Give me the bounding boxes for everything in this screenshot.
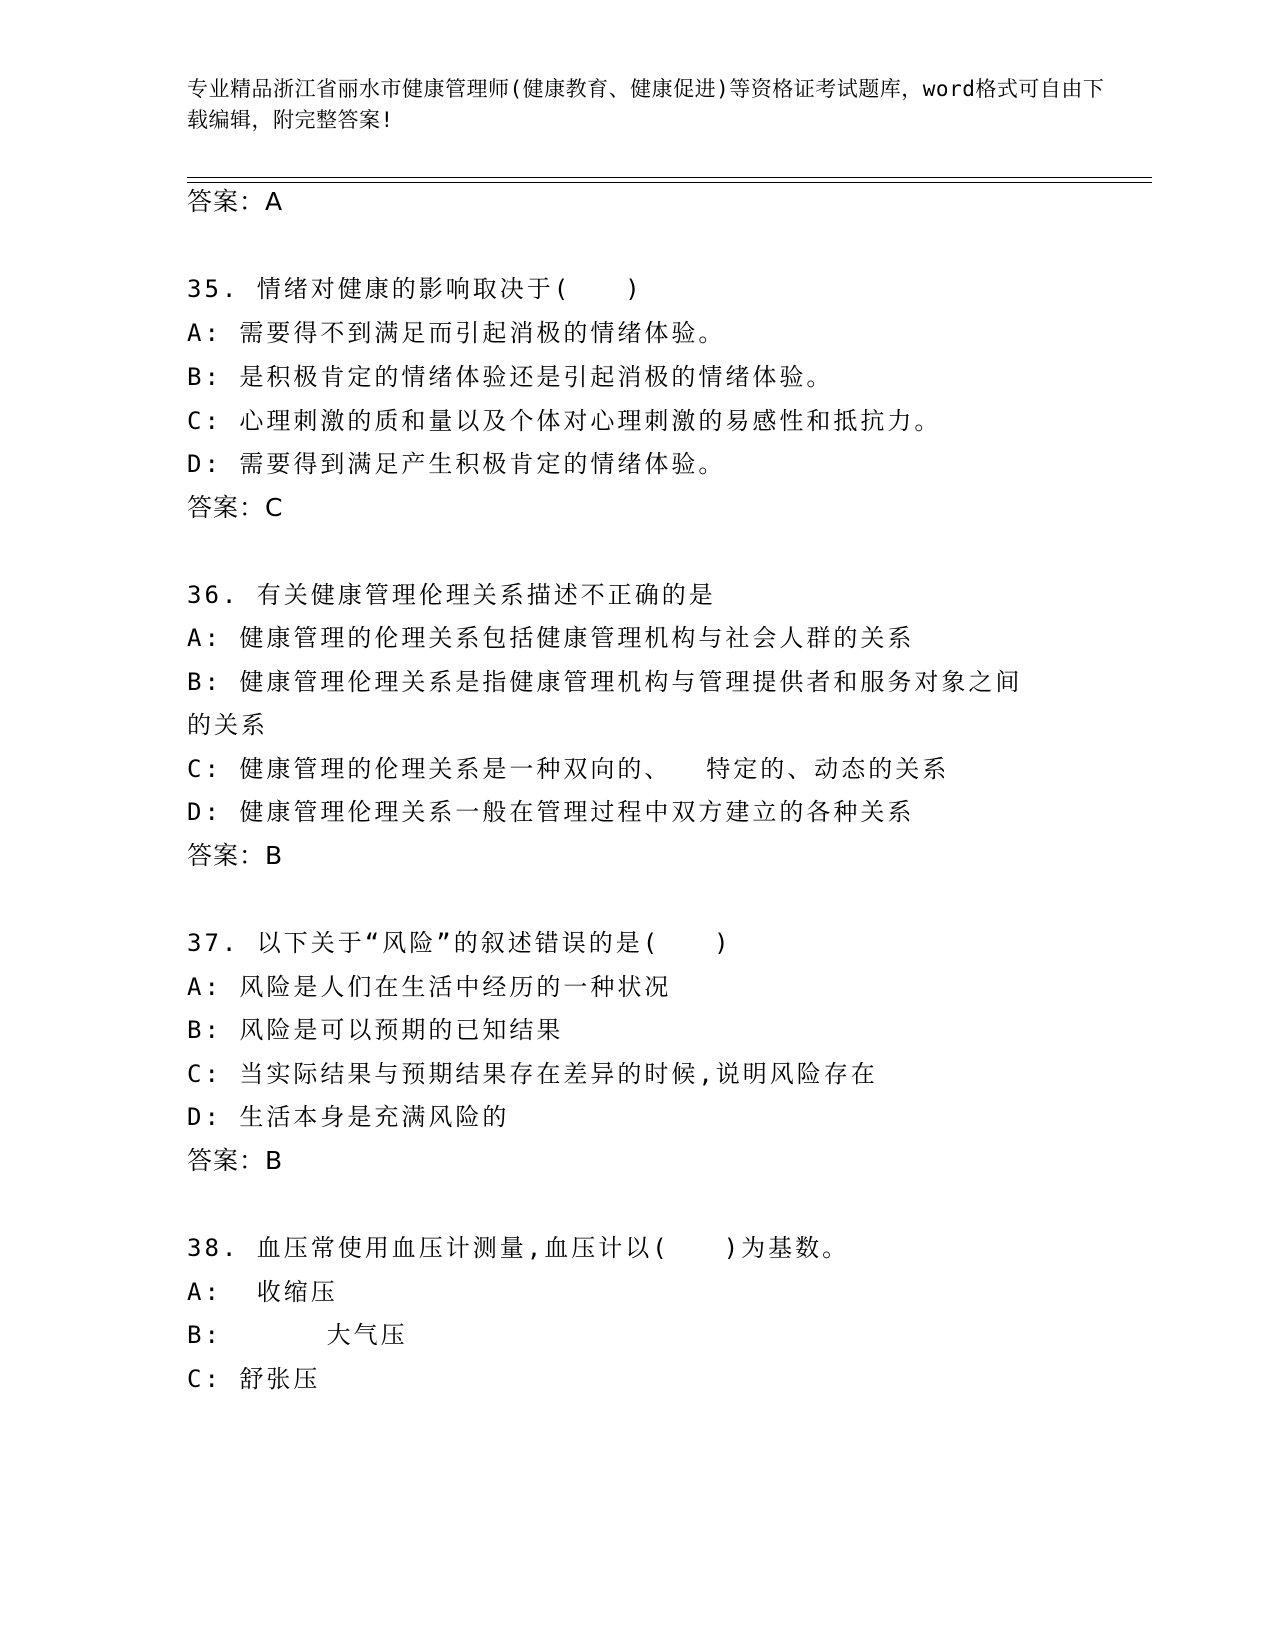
- option-line: A: 风险是人们在生活中经历的一种状况: [187, 973, 672, 1001]
- header-rule-bottom: [187, 182, 1152, 183]
- answer-line: 答案：B: [187, 1146, 284, 1175]
- question-stem: 36. 有关健康管理伦理关系描述不正确的是: [187, 581, 716, 609]
- option-line: D: 健康管理伦理关系一般在管理过程中双方建立的各种关系: [187, 798, 915, 826]
- question-stem: 38. 血压常使用血压计测量,血压计以( )为基数。: [187, 1234, 850, 1262]
- option-line: C: 舒张压: [187, 1365, 321, 1393]
- question-stem: 37. 以下关于“风险”的叙述错误的是( ): [187, 929, 732, 957]
- answer-line: 答案：A: [187, 187, 284, 216]
- option-line-continued: 的关系: [187, 711, 268, 739]
- option-line: B: 是积极肯定的情绪体验还是引起消极的情绪体验。: [187, 363, 834, 391]
- answer-line: 答案：C: [187, 493, 284, 522]
- option-line: C: 心理刺激的质和量以及个体对心理刺激的易感性和抵抗力。: [187, 407, 942, 435]
- option-line: B: 健康管理伦理关系是指健康管理机构与管理提供者和服务对象之间: [187, 668, 1023, 696]
- option-line: C: 当实际结果与预期结果存在差异的时候,说明风险存在: [187, 1060, 878, 1088]
- option-line: C: 健康管理的伦理关系是一种双向的、 特定的、动态的关系: [187, 755, 950, 783]
- header-rule-top: [187, 177, 1152, 178]
- option-line: A: 需要得不到满足而引起消极的情绪体验。: [187, 319, 726, 347]
- option-line: B: 风险是可以预期的已知结果: [187, 1016, 564, 1044]
- option-line: A: 健康管理的伦理关系包括健康管理机构与社会人群的关系: [187, 624, 915, 652]
- question-stem: 35. 情绪对健康的影响取决于( ): [187, 275, 643, 303]
- page-header: 专业精品浙江省丽水市健康管理师(健康教育、健康促进)等资格证考试题库，word格式可自由下载编辑，附完整答案!: [187, 77, 1105, 132]
- option-line: D: 需要得到满足产生积极肯定的情绪体验。: [187, 450, 726, 478]
- option-line: D: 生活本身是充满风险的: [187, 1103, 510, 1131]
- option-line: A: 收缩压: [187, 1278, 338, 1306]
- option-line: B: 大气压: [187, 1321, 408, 1349]
- answer-line: 答案：B: [187, 841, 284, 870]
